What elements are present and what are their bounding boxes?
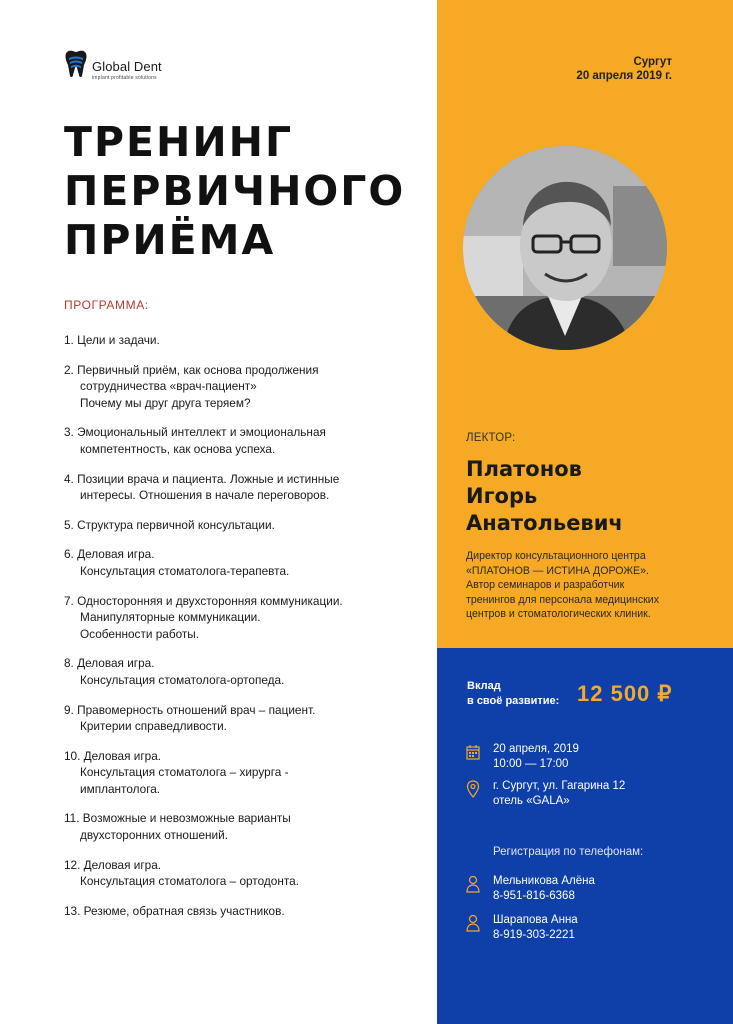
contact-name: Шарапова Анна [493, 914, 578, 926]
program-item-line: Особенности работы. [80, 626, 200, 641]
program-item-line: Манипуляторные коммуникации. [80, 610, 261, 625]
program-item-line: 5. Структура первичной консультации. [64, 517, 275, 532]
program-item [64, 702, 424, 735]
contact-phone[interactable]: 8-919-303-2221 [493, 929, 575, 941]
contribution-label-line: в своё развитие: [467, 695, 560, 707]
page-title [64, 118, 405, 265]
lector-name-line: Платонов [466, 457, 582, 481]
lector-name-line: Анатольевич [466, 511, 623, 535]
program-item [64, 362, 424, 412]
event-address: г. Сургут, ул. Гагарина 12 [493, 780, 626, 792]
lector-photo [463, 146, 667, 350]
logo [64, 49, 162, 81]
contribution-label [467, 679, 559, 709]
lector-description-line: Директор консультационного центра [466, 550, 646, 562]
lector-description [466, 549, 716, 622]
tooth-logo-icon [64, 49, 88, 79]
title-line: ПЕРВИЧНОГО [64, 167, 406, 215]
program-item-line: сотрудничества «врач-пациент» [80, 379, 257, 394]
program-item [64, 810, 424, 843]
program-item [64, 517, 424, 534]
program-item-line: двухсторонних отношений. [80, 828, 228, 843]
program-item [64, 655, 424, 688]
date-row [466, 742, 579, 770]
program-item-line: Консультация стоматолога – хирурга - [80, 765, 289, 780]
program-item-line: 7. Односторонняя и двухсторонняя коммуникации. [64, 593, 343, 608]
program-item-line: 2. Первичный приём, как основа продолжения [64, 362, 319, 377]
program-item-line: 10. Деловая игра. [64, 748, 162, 763]
event-city: Сургут [633, 56, 672, 68]
program-heading: ПРОГРАММА: [64, 298, 149, 312]
person-icon [466, 875, 480, 893]
program-item-line: компетентность, как основа успеха. [80, 441, 276, 456]
program-list [64, 332, 424, 919]
program-item [64, 332, 424, 349]
program-item-line: Почему мы друг друга теряем? [80, 395, 251, 410]
program-item-line: 4. Позиции врача и пациента. Ложные и истинные [64, 471, 340, 486]
program-item-line: Консультация стоматолога – ортодонта. [80, 874, 299, 889]
lector-name-line: Игорь [466, 484, 538, 508]
program-item-line: 12. Деловая игра. [64, 857, 162, 872]
program-item [64, 424, 424, 457]
lector-description-line: тренингов для персонала медицинских [466, 593, 659, 606]
event-time: 10:00 — 17:00 [493, 758, 569, 770]
price: 12 500 ₽ [577, 681, 673, 706]
contact-row [466, 874, 595, 902]
logo-name: Global Dent [92, 59, 162, 74]
lector-name [466, 456, 623, 537]
lector-description-line: Автор семинаров и разработчик [466, 579, 625, 591]
contact-name: Мельникова Алёна [493, 875, 595, 887]
program-item-line: 6. Деловая игра. [64, 547, 155, 562]
program-item-line: 3. Эмоциональный интеллект и эмоциональная [64, 425, 326, 440]
program-item-line: Консультация стоматолога-ортопеда. [80, 672, 285, 687]
location-pin-icon [466, 780, 480, 798]
program-item-line: Критерии справедливости. [80, 719, 227, 734]
program-item-line: Консультация стоматолога-терапевта. [80, 563, 290, 578]
event-date-detail: 20 апреля, 2019 [493, 743, 579, 755]
lector-description-line: центров и стоматологических клиник. [466, 608, 651, 620]
program-item [64, 471, 424, 504]
program-item-line: 9. Правомерность отношений врач – пациент. [64, 702, 316, 717]
address-row [466, 779, 626, 807]
registration-label: Регистрация по телефонам: [493, 846, 644, 858]
program-item-line: 11. Возможные и невозможные варианты [64, 811, 291, 826]
logo-tagline: implant profitable solutions [92, 75, 157, 81]
contribution-label-line: Вклад [467, 680, 501, 692]
event-venue: отель «GALA» [493, 795, 570, 807]
program-item [64, 857, 424, 890]
program-item [64, 748, 424, 798]
program-item-line: 1. Цели и задачи. [64, 333, 160, 347]
program-item-line: 8. Деловая игра. [64, 656, 155, 671]
program-item-line: интересы. Отношения в начале переговоров. [80, 488, 330, 503]
lector-portrait-illustration [463, 146, 667, 350]
calendar-icon [466, 743, 480, 761]
program-item-line: имплантолога. [80, 781, 161, 796]
person-icon [466, 914, 480, 932]
program-item [64, 903, 424, 920]
program-item-line: 13. Резюме, обратная связь участников. [64, 903, 285, 918]
event-location-date [576, 55, 672, 83]
contact-row [466, 913, 578, 941]
contact-phone[interactable]: 8-951-816-6368 [493, 890, 575, 902]
program-item [64, 546, 424, 579]
event-date: 20 апреля 2019 г. [576, 70, 672, 82]
program-item [64, 593, 424, 643]
lector-label: ЛЕКТОР: [466, 432, 516, 444]
title-line: ПРИЁМА [64, 216, 276, 264]
lector-description-line: «ПЛАТОНОВ — ИСТИНА ДОРОЖЕ». [466, 564, 649, 577]
title-line: ТРЕНИНГ [64, 118, 294, 166]
